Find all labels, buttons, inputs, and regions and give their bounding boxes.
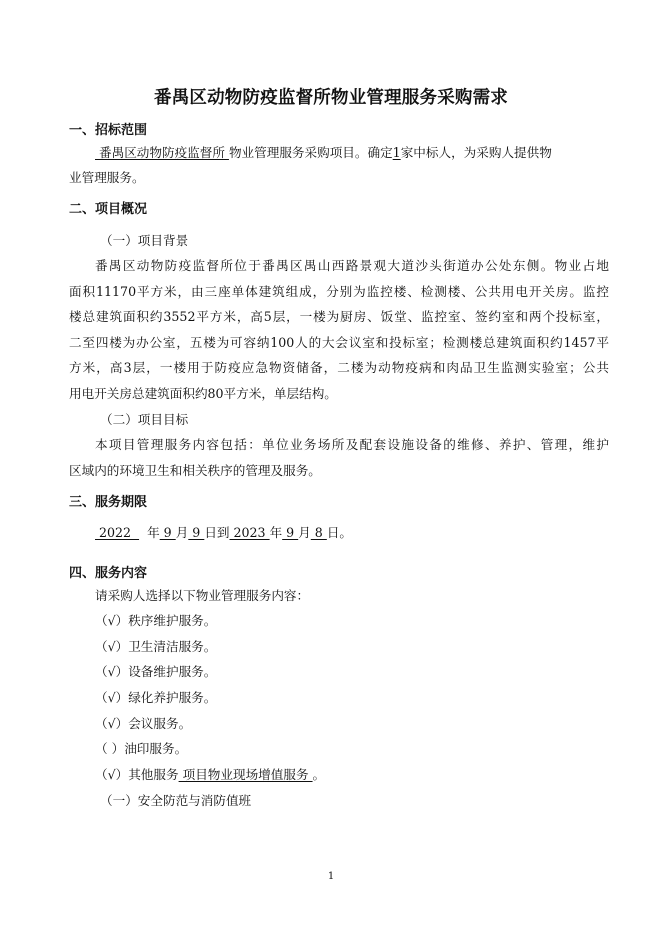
page-number: 1 [327, 871, 335, 882]
other-suffix: 。 [312, 767, 326, 782]
subheading-background: （一）项目背景 [100, 233, 189, 248]
scope-line-1 [95, 145, 609, 161]
goal-line-1: 本项目管理服务内容包括：单位业务场所及配套设施设备的维修、养护、管理，维护 [95, 437, 609, 452]
background-line-1: 番禺区动物防疫监督所位于番禺区禺山西路景观大道沙头街道办公处东侧。物业占地 [95, 258, 609, 273]
section-heading-scope: 一、招标范围 [69, 123, 148, 138]
section-heading-overview: 二、项目概况 [69, 202, 148, 217]
background-line-6: 用电开关房总建筑面积约80平方米，单层结构。 [69, 386, 337, 401]
service-item-meeting: （√）会议服务。 [95, 716, 192, 731]
end-month: 9 [282, 525, 299, 540]
end-day: 8 [310, 525, 327, 540]
other-value-underlined: 项目物业现场增值服务 [178, 767, 313, 782]
subheading-goal: （二）项目目标 [100, 412, 189, 427]
start-day: 9 [188, 525, 205, 540]
other-prefix: （√）其他服务 [95, 767, 179, 782]
service-item-printing: （ ）油印服务。 [95, 741, 188, 756]
background-line-3: 楼总建筑面积约3552平方米，高5层，一楼为厨房、饭堂、监控室、签约室和两个投标室， [69, 309, 609, 324]
service-term-line [95, 525, 609, 541]
service-item-greening: （√）绿化养护服务。 [95, 690, 217, 705]
goal-line-2: 区域内的环境卫生和相关秩序的管理及服务。 [69, 463, 321, 478]
background-line-5: 方米，高3层，一楼用于防疫应急物资储备，二楼为动物疫病和肉品卫生监测实验室；公共 [69, 360, 609, 375]
section-heading-content: 四、服务内容 [69, 566, 148, 581]
end-year: 2023 [229, 525, 270, 540]
content-intro: 请采购人选择以下物业管理服务内容： [95, 588, 310, 603]
scope-text-end: 家中标人，为采购人提供物 [400, 145, 552, 160]
day-end-text: 日。 [326, 525, 353, 540]
service-item-cleaning: （√）卫生清洁服务。 [95, 639, 217, 654]
service-item-equipment: （√）设备维护服务。 [95, 664, 217, 679]
agency-name-underlined: 番禺区动物防疫监督所 [95, 145, 229, 160]
background-line-4: 二至四楼为办公室，五楼为可容纳100人的大会议室和投标室；检测楼总建筑面积约1457平 [69, 335, 609, 350]
month-char-2: 月 [298, 525, 311, 540]
background-line-2: 面积11170平方米，由三座单体建筑组成，分别为监控楼、检测楼、公共用电开关房。监控 [69, 284, 609, 299]
document-title: 番禺区动物防疫监督所物业管理服务采购需求 [154, 88, 508, 108]
year-char-2: 年 [269, 525, 283, 540]
month-char: 月 [175, 525, 189, 540]
service-item-other [95, 767, 635, 783]
scope-line-2: 业管理服务。 [69, 170, 145, 185]
scope-text-mid: 物业管理服务采购项目。确定 [228, 145, 393, 160]
year-char: 年 [147, 525, 160, 540]
start-month: 9 [159, 525, 176, 540]
subheading-security: （一）安全防范与消防值班 [100, 793, 252, 808]
day-to-text: 日到 [204, 525, 230, 540]
service-item-order: （√）秩序维护服务。 [95, 613, 217, 628]
section-heading-term: 三、服务期限 [69, 495, 148, 510]
start-year: 2022 [95, 525, 140, 540]
winner-count-underlined: 1 [392, 145, 401, 160]
